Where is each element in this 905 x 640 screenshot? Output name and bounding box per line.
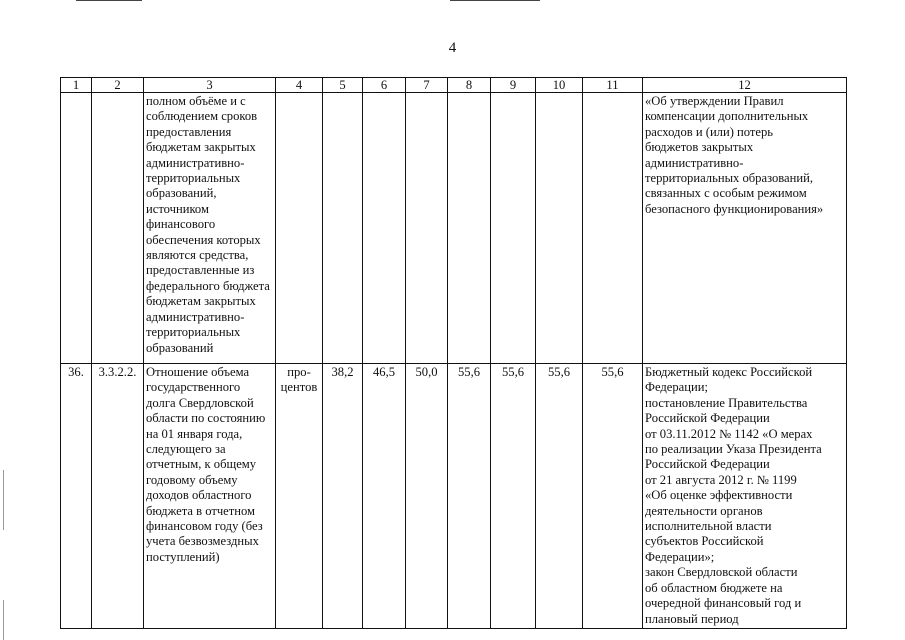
- value-col-8: [448, 93, 491, 364]
- column-number: 3: [144, 78, 276, 93]
- value-col-9: 55,6: [491, 364, 536, 629]
- column-number: 8: [448, 78, 491, 93]
- column-number: 6: [363, 78, 406, 93]
- value-col-7: [406, 93, 448, 364]
- column-number: 1: [61, 78, 92, 93]
- column-number-row: [61, 78, 847, 93]
- scan-margin-mark: [3, 470, 4, 530]
- row-number: 36.: [61, 364, 92, 629]
- legal-basis: Бюджетный кодекс Российской Федерации; постановление Правительства Российской Федерации от 03.11.2012 № 1142 «О мерах по реализации Указа Президента Российской Федерации от 21 августа 2012 г. № 1199 «Об оценке эффективности деятельности органов исполнительной власти субъектов Российской Федерации»; закон Свердловской области об областном бюджете на очередной финансовый год и плановый период: [643, 364, 847, 629]
- column-number: 9: [491, 78, 536, 93]
- value-col-11: [583, 93, 643, 364]
- column-number: 5: [323, 78, 363, 93]
- value-col-7: 50,0: [406, 364, 448, 629]
- page-number: 4: [448, 40, 457, 56]
- table-row: [61, 364, 847, 629]
- column-number: 11: [583, 78, 643, 93]
- unit: [276, 93, 323, 364]
- row-code: 3.3.2.2.: [92, 364, 144, 629]
- column-number: 7: [406, 78, 448, 93]
- indicator-name: Отношение объема государственного долга Свердловской области по состоянию на 01 января года, следующего за отчетным, к общему годовому объему доходов областного бюджета в отчетном финансовом году (без учета безвозмездных поступлений): [144, 364, 276, 629]
- row-code: [92, 93, 144, 364]
- value-col-8: 55,6: [448, 364, 491, 629]
- value-col-6: 46,5: [363, 364, 406, 629]
- top-rule-left: [76, 0, 142, 1]
- top-rule-right: [450, 0, 540, 1]
- value-col-9: [491, 93, 536, 364]
- value-col-5: [323, 93, 363, 364]
- value-col-5: 38,2: [323, 364, 363, 629]
- legal-basis: «Об утверждении Правил компенсации дополнительных расходов и (или) потерь бюджетов закрытых административно- территориальных образований, связанных с особым режимом безопасного функционирования»: [643, 93, 847, 364]
- value-col-11: 55,6: [583, 364, 643, 629]
- indicator-name: полном объёме и с соблюдением сроков предоставления бюджетам закрытых административно- территориальных образований, источником финансового обеспечения которых являются средства, предоставленные из федерального бюджета бюджетам закрытых административно- территориальных образований: [144, 93, 276, 364]
- table-row: [61, 93, 847, 364]
- value-col-10: 55,6: [536, 364, 583, 629]
- column-number: 4: [276, 78, 323, 93]
- scan-margin-mark: [3, 600, 4, 640]
- unit: про- центов: [276, 364, 323, 629]
- value-col-10: [536, 93, 583, 364]
- column-number: 2: [92, 78, 144, 93]
- indicators-table: [60, 77, 847, 629]
- column-number: 10: [536, 78, 583, 93]
- value-col-6: [363, 93, 406, 364]
- column-number: 12: [643, 78, 847, 93]
- row-number: [61, 93, 92, 364]
